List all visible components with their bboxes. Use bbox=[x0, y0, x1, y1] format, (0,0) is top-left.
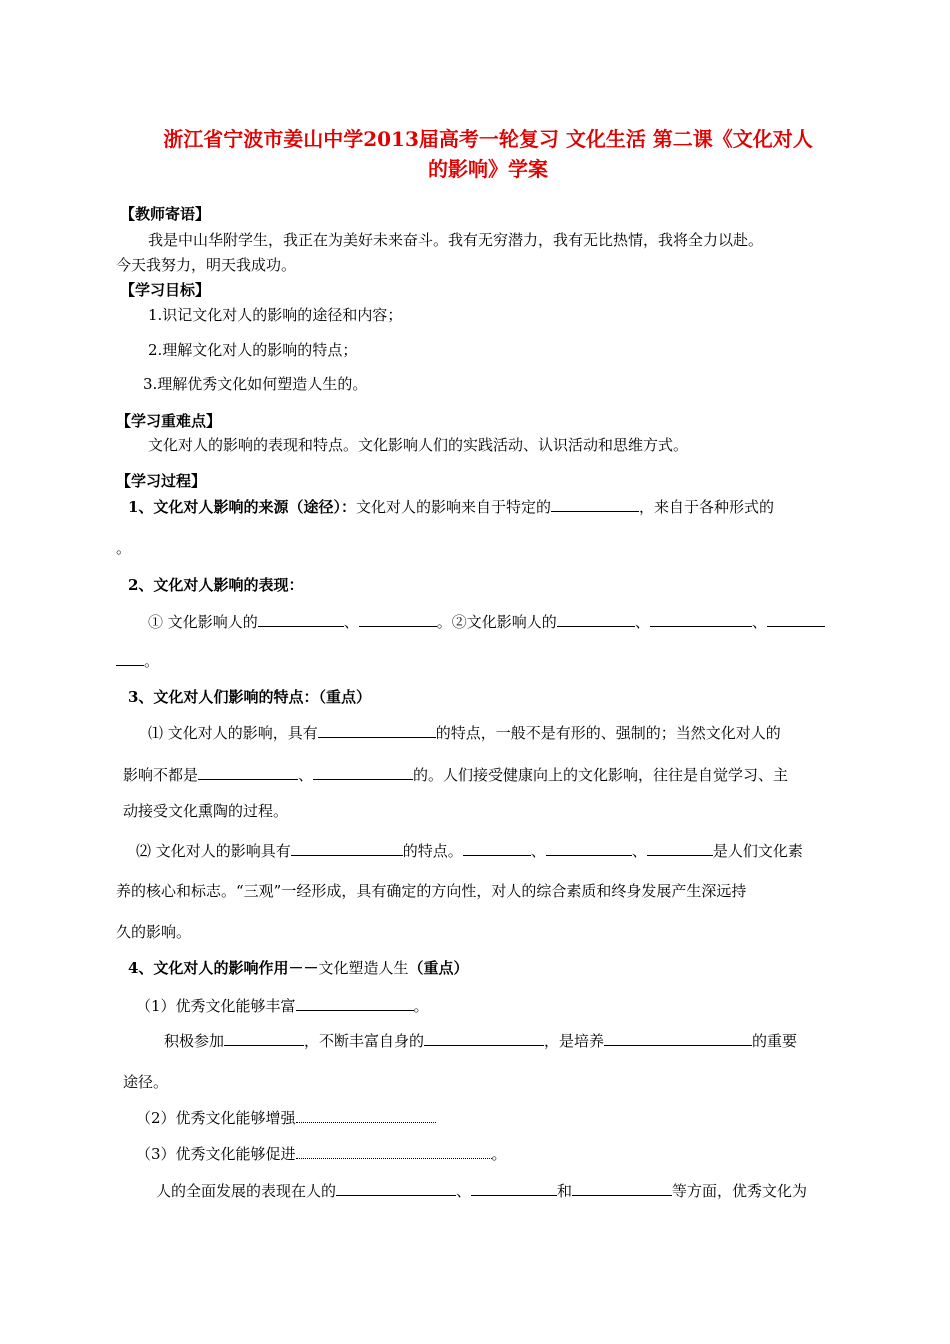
fill-blank[interactable] bbox=[471, 1180, 557, 1196]
title-line-1: 浙江省宁波市姜山中学2013届高考一轮复习 文化生活 第二课《文化对人 bbox=[163, 127, 813, 151]
section-4-1-line-2: 积极参加 ，不断丰富自身的 ，是培养 的重要 bbox=[164, 1032, 798, 1050]
fill-blank[interactable] bbox=[224, 1030, 304, 1046]
fill-blank[interactable] bbox=[604, 1030, 752, 1046]
section-2-line: ① 文化影响人的 、 。②文化影响人的 、 、 bbox=[148, 611, 825, 632]
fill-blank[interactable] bbox=[424, 1030, 544, 1046]
fill-blank[interactable] bbox=[551, 496, 639, 512]
section-4-3-line: （3）优秀文化能够促进 。 bbox=[136, 1145, 507, 1163]
fill-blank[interactable] bbox=[546, 840, 632, 856]
fill-blank[interactable] bbox=[463, 840, 531, 856]
document-title bbox=[118, 124, 858, 184]
fill-blank[interactable] bbox=[258, 611, 344, 627]
goals-heading: 【学习目标】 bbox=[120, 281, 211, 299]
section-4-last-line: 人的全面发展的表现在人的 、 和 等方面，优秀文化为 bbox=[156, 1182, 808, 1200]
section-3-1-line: ⑴ 文化对人的影响，具有 的特点，一般不是有形的、强制的；当然文化对人的 bbox=[148, 724, 781, 742]
teacher-heading: 【教师寄语】 bbox=[120, 205, 211, 223]
goal-item-3: 3.理解优秀文化如何塑造人生的。 bbox=[143, 375, 368, 393]
fill-blank[interactable] bbox=[767, 611, 825, 627]
section-1-line: 1、文化对人影响的来源（途径）：文化对人的影响来自于特定的 ，来自于各种形式的 bbox=[128, 498, 774, 516]
section-4-heading-line: 4、文化对人的影响作用－－文化塑造人生（重点） bbox=[128, 959, 469, 977]
section-1-end: 。 bbox=[116, 539, 132, 557]
fill-blank[interactable] bbox=[650, 611, 752, 627]
section-3-1-line-2: 影响不都是 、 的。人们接受健康向上的文化影响，往往是自觉学习、主 bbox=[123, 766, 789, 784]
fill-blank[interactable] bbox=[359, 611, 437, 627]
section-3-heading: 3、文化对人们影响的特点：（重点） bbox=[128, 688, 371, 706]
fill-blank[interactable] bbox=[557, 611, 635, 627]
fill-blank[interactable] bbox=[296, 1107, 436, 1123]
fill-blank[interactable] bbox=[291, 840, 403, 856]
section-4-heading: 4、文化对人的影响作用－－ bbox=[128, 959, 319, 977]
title-line-2: 的影响》学案 bbox=[428, 157, 548, 181]
section-2-end-line: 。 bbox=[116, 650, 159, 671]
section-3-1-line-3: 动接受文化熏陶的过程。 bbox=[123, 802, 289, 820]
fill-blank[interactable] bbox=[296, 1143, 492, 1159]
fill-blank[interactable] bbox=[313, 764, 413, 780]
fill-blank[interactable] bbox=[296, 995, 414, 1011]
fill-blank[interactable] bbox=[647, 840, 713, 856]
section-4-1-line-3: 途径。 bbox=[123, 1073, 169, 1091]
section-3-2-line-3: 久的影响。 bbox=[116, 923, 192, 941]
fill-blank[interactable] bbox=[198, 764, 298, 780]
fill-blank[interactable] bbox=[572, 1180, 672, 1196]
key-heading: 【学习重难点】 bbox=[116, 412, 222, 430]
section-3-2-line-2: 养的核心和标志。“三观”一经形成，具有确定的方向性，对人的综合素质和终身发展产生深远持 bbox=[116, 882, 747, 900]
fill-blank[interactable] bbox=[116, 650, 144, 666]
process-heading: 【学习过程】 bbox=[116, 472, 207, 490]
fill-blank[interactable] bbox=[336, 1180, 456, 1196]
fill-blank[interactable] bbox=[318, 722, 436, 738]
goal-item-1: 1.识记文化对人的影响的途径和内容； bbox=[148, 306, 403, 324]
key-text: 文化对人的影响的表现和特点。文化影响人们的实践活动、认识活动和思维方式。 bbox=[148, 436, 689, 454]
teacher-line-2: 今天我努力，明天我成功。 bbox=[116, 256, 297, 274]
section-2-heading: 2、文化对人影响的表现： bbox=[128, 576, 304, 594]
section-4-2-line: （2）优秀文化能够增强 bbox=[136, 1107, 436, 1128]
section-1-heading: 1、文化对人影响的来源（途径）： bbox=[128, 498, 356, 516]
section-3-2-line: ⑵ 文化对人的影响具有 的特点。 、 、 是人们文化素 bbox=[136, 842, 803, 860]
teacher-line-1: 我是中山华附学生，我正在为美好未来奋斗。我有无穷潜力，我有无比热情，我将全力以赴。 bbox=[148, 231, 764, 249]
section-4-1-line: （1）优秀文化能够丰富 。 bbox=[136, 997, 429, 1015]
goal-item-2: 2.理解文化对人的影响的特点； bbox=[148, 341, 358, 359]
